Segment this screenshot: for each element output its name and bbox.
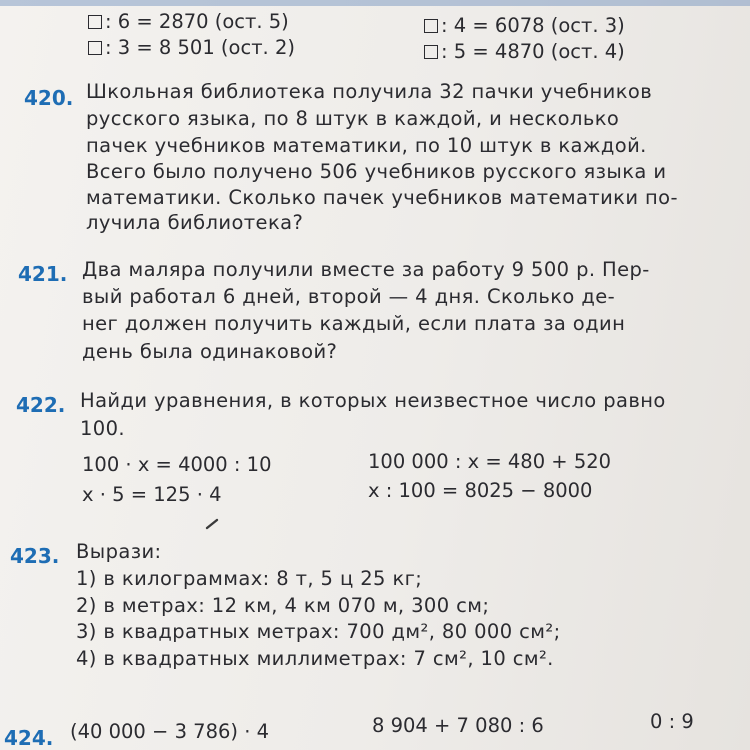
problem-title: Вырази: (76, 540, 162, 563)
expression: 0 : 9 (650, 710, 694, 733)
equation: 100 · x = 4000 : 10 (82, 453, 272, 476)
problem-number: 422. (16, 393, 66, 417)
list-item: 3) в квадратных метрах: 700 дм², 80 000 см²; (76, 620, 561, 643)
problem-text-line: математики. Сколько пачек учебников математики по- (86, 186, 678, 209)
problem-text-line: Два маляра получили вместе за работу 9 500 р. Пер- (82, 258, 650, 281)
list-item: 1) в килограммах: 8 т, 5 ц 25 кг; (76, 567, 423, 590)
list-item: 2) в метрах: 12 км, 4 км 070 м, 300 см; (76, 594, 490, 617)
equation: 100 000 : x = 480 + 520 (368, 450, 612, 473)
blank-square-icon (424, 19, 438, 33)
problem-text-line: Найди уравнения, в которых неизвестное число равно (80, 389, 666, 412)
blank-square-icon (424, 45, 438, 59)
previous-page-edge (0, 0, 750, 6)
expression: (40 000 − 3 786) · 4 (70, 720, 270, 743)
top-equation: : 6 = 2870 (ост. 5) (88, 10, 289, 33)
problem-number: 420. (24, 86, 74, 110)
blank-square-icon (88, 41, 102, 55)
problem-number: 424. (4, 726, 54, 750)
problem-text-line: нег должен получить каждый, если плата за один (82, 312, 626, 335)
problem-text-line: лучила библиотека? (86, 211, 304, 234)
top-equation: : 5 = 4870 (ост. 4) (424, 40, 625, 63)
problem-text-line: вый работал 6 дней, второй — 4 дня. Сколько де- (82, 285, 616, 308)
blank-square-icon (88, 15, 102, 29)
top-equation: : 4 = 6078 (ост. 3) (424, 14, 625, 37)
problem-text-line: пачек учебников математики, по 10 штук в каждой. (86, 134, 647, 157)
problem-text-line: Всего было получено 506 учебников русского языка и (86, 160, 667, 183)
problem-number: 421. (18, 262, 68, 286)
pencil-mark-icon (205, 518, 219, 530)
equation: x : 100 = 8025 − 8000 (368, 479, 593, 502)
problem-number: 423. (10, 544, 60, 568)
problem-text-line: день была одинаковой? (82, 340, 338, 363)
problem-text-line: 100. (80, 417, 126, 440)
problem-text-line: русского языка, по 8 штук в каждой, и несколько (86, 107, 620, 130)
equation: x · 5 = 125 · 4 (82, 483, 222, 506)
expression: 8 904 + 7 080 : 6 (372, 714, 544, 737)
top-equation: : 3 = 8 501 (ост. 2) (88, 36, 295, 59)
problem-text-line: Школьная библиотека получила 32 пачки учебников (86, 80, 653, 103)
list-item: 4) в квадратных миллиметрах: 7 см², 10 см². (76, 647, 554, 670)
